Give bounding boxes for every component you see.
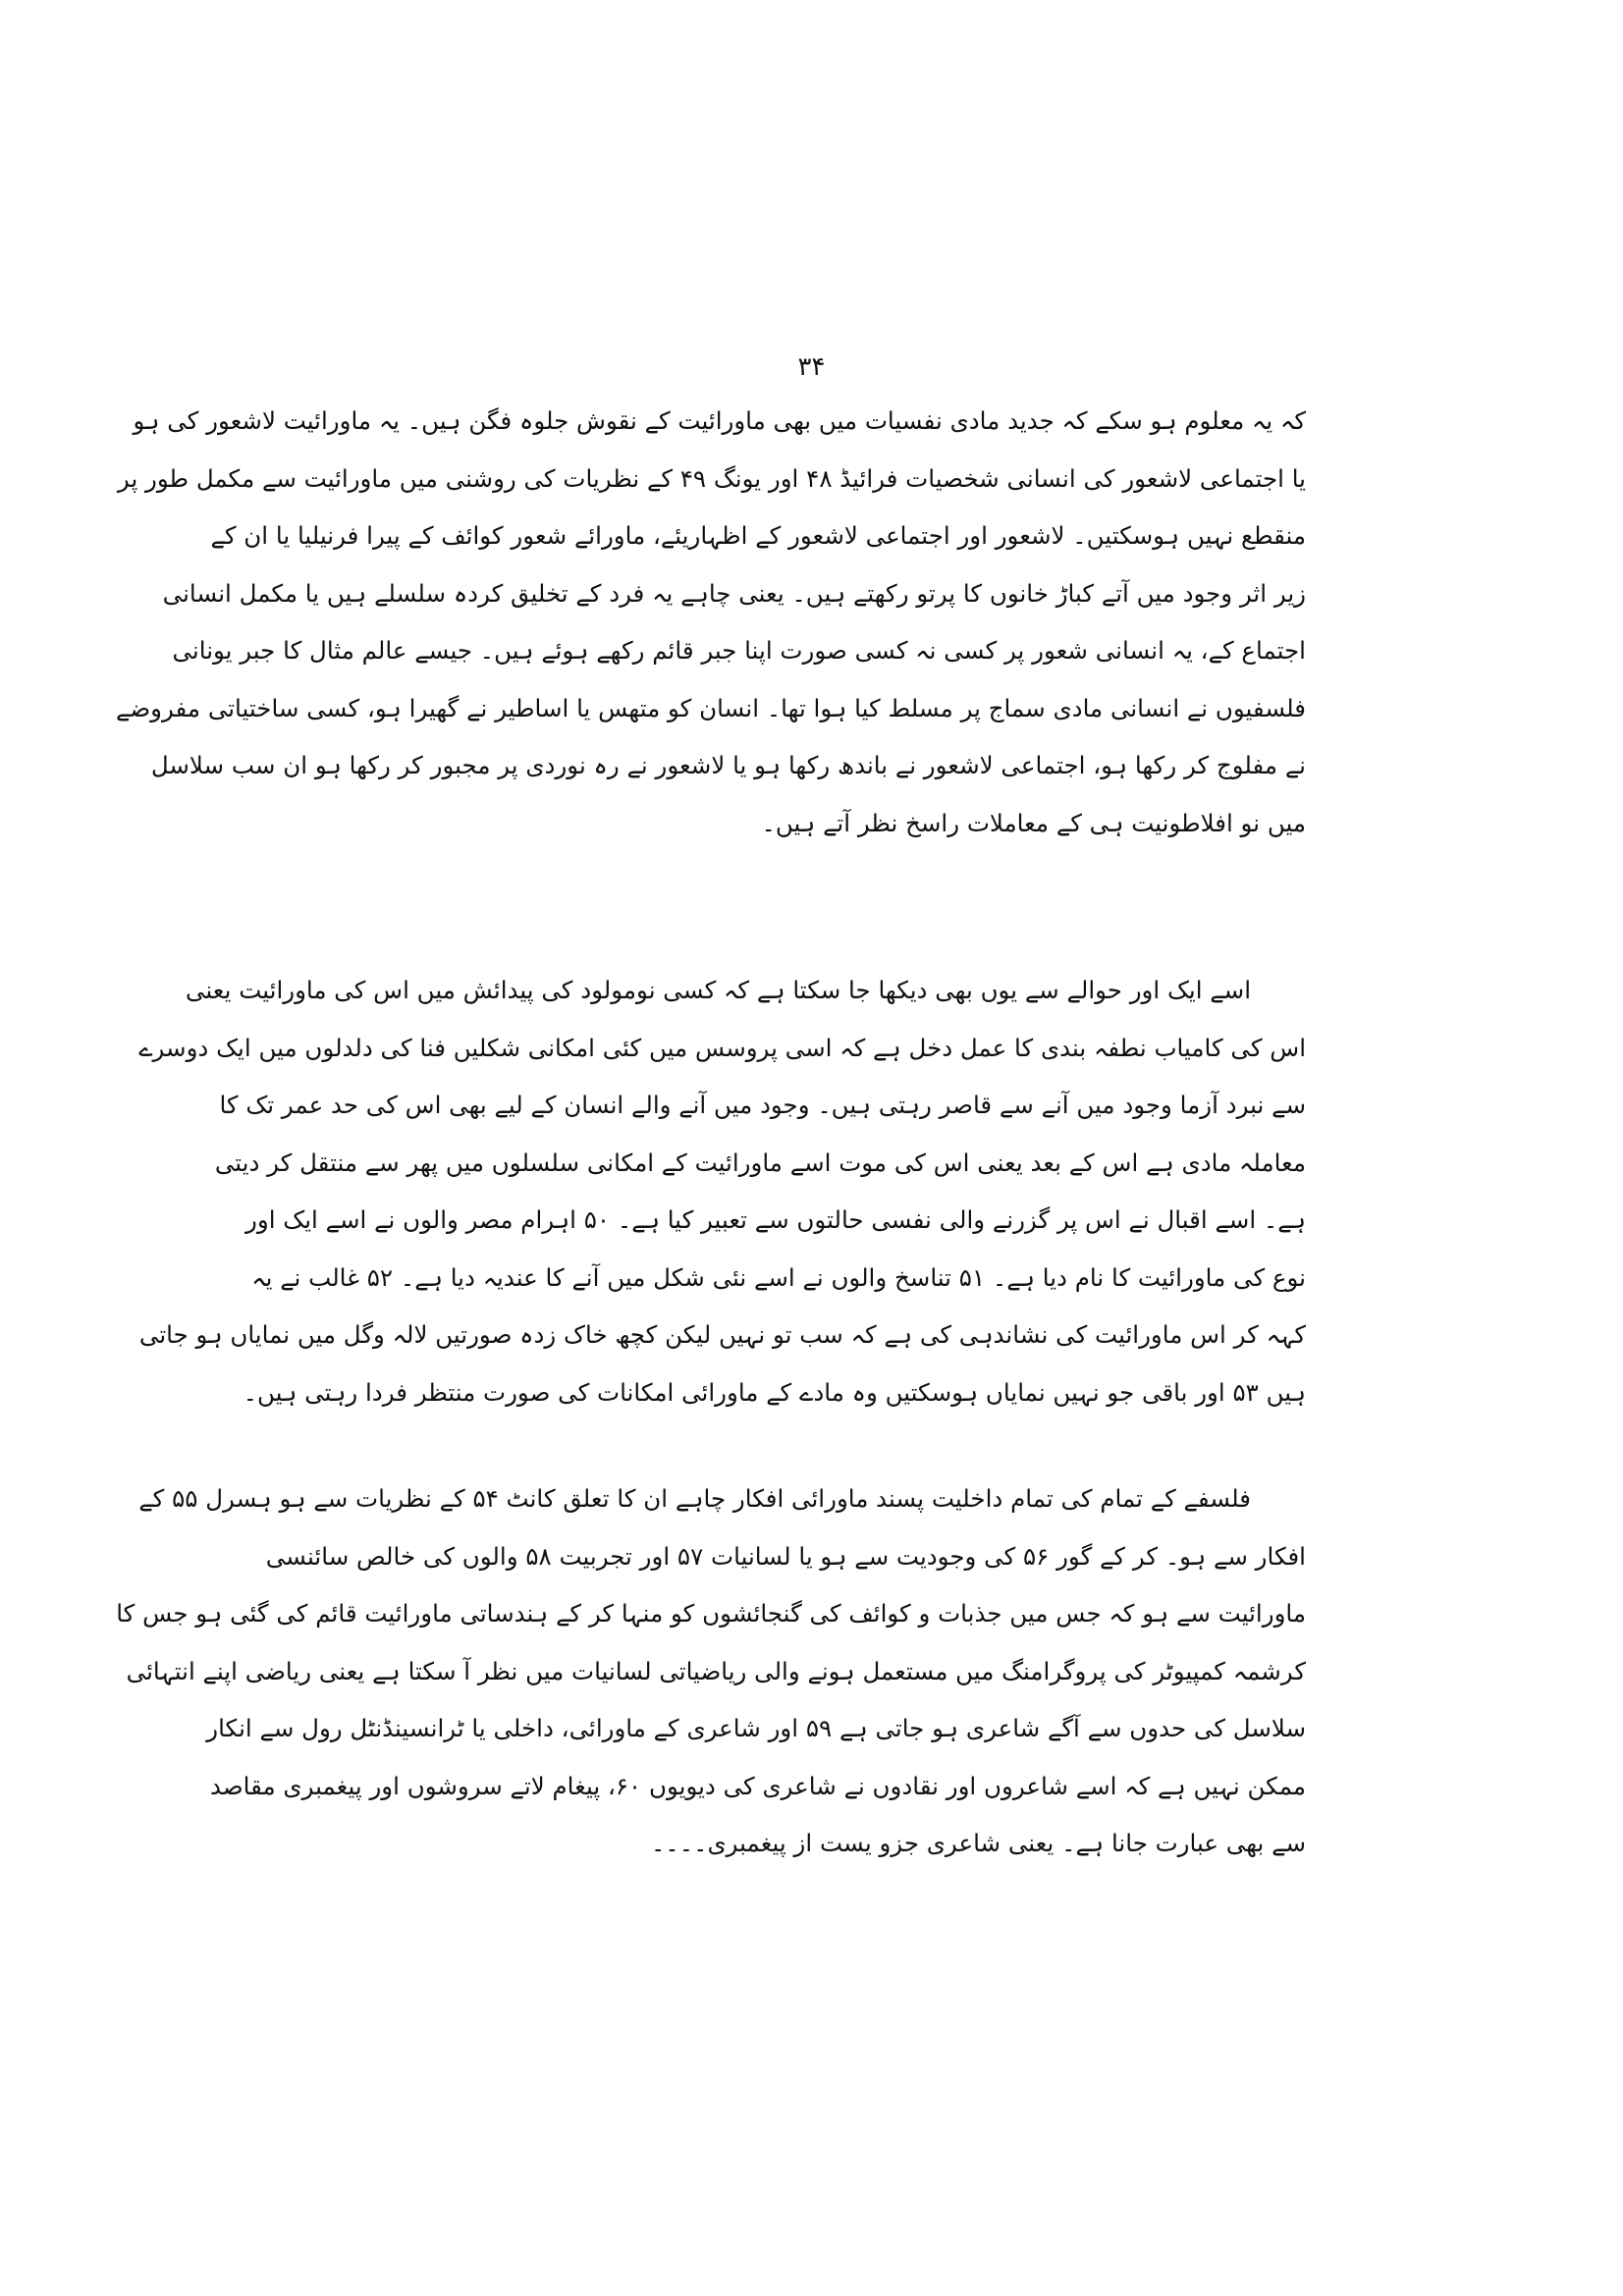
paragraph-3 (116, 1470, 1306, 1873)
paragraph-1-line: کہ یہ معلوم ہو سکے کہ جدید مادی نفسیات میں بھی ماورائیت کے نقوش جلوہ فگن ہیں۔ یہ ماورائیت لاشعور کی ہو (133, 406, 1306, 435)
paragraph-3-line: ممکن نہیں ہے کہ اسے شاعروں اور نقادوں نے شاعری کی دیویوں ۶۰، پیغام لاتے سروشوں اور پیغمبری مقاصد (209, 1771, 1306, 1800)
paragraph-3-line: کرشمہ کمپیوٹر کی پروگرامنگ میں مستعمل ہونے والی ریاضیاتی لسانیات میں نظر آ سکتا ہے یعنی ریاضی اپنے انتہائی (126, 1656, 1306, 1685)
paragraph-1-line: یا اجتماعی لاشعور کی انسانی شخصیات فرائیڈ ۴۸ اور یونگ ۴۹ کے نظریات کی روشنی میں ماورائیت سے مکمل طور پر (117, 463, 1306, 493)
paragraph-1-line: نے مفلوج کر رکھا ہو، اجتماعی لاشعور نے باندھ رکھا ہو یا لاشعور نے رہ نوردی پر مجبور کر رکھا ہو ان سب سلاسل (150, 751, 1306, 779)
paragraph-2-line: ہیں ۵۳ اور باقی جو نہیں نمایاں ہوسکتیں وہ مادے کے ماورائی امکانات کی صورت منتظر فردا رہتی ہیں۔ (243, 1377, 1306, 1407)
paragraph-1-line: میں نو افلاطونیت ہی کے معاملات راسخ نظر آتے ہیں۔ (761, 808, 1306, 837)
paragraph-2-line: اس کی کامیاب نطفہ بندی کا عمل دخل ہے کہ اسی پروسس میں کئی امکانی شکلیں فنا کی دلدلوں میں ایک دوسرے (138, 1033, 1306, 1062)
paragraph-1-line: منقطع نہیں ہوسکتیں۔ لاشعور اور اجتماعی لاشعور کے اظہاریئے، ماورائے شعور کوائف کے پیرا فرنیلیا یا ان کے (210, 521, 1306, 550)
paragraph-3-line: ماورائیت سے ہو کہ جس میں جذبات و کوائف کی گنجائشوں کو منہا کر کے ہندساتی ماورائیت قائم کی گئی ہو جس کا (116, 1599, 1306, 1628)
paragraph-1 (116, 393, 1306, 852)
paragraph-2-line: کہہ کر اس ماورائیت کی نشاندہی کی ہے کہ سب تو نہیں لیکن کچھ خاک زدہ صورتیں لالہ وگل میں نمایاں ہو جاتی (138, 1320, 1306, 1349)
paragraph-2 (138, 962, 1306, 1421)
page-number: ۳۴ (797, 352, 826, 382)
paragraph-3-line: فلسفے کے تمام کی تمام داخلیت پسند ماورائی افکار چاہے ان کا تعلق کانٹ ۵۴ کے نظریات سے ہو ہسرل ۵۵ کے (138, 1484, 1251, 1513)
paragraph-1-line: اجتماع کے، یہ انسانی شعور پر کسی نہ کسی صورت اپنا جبر قائم رکھے ہوئے ہیں۔ جیسے عالم مثال کا جبر یونانی (172, 636, 1306, 665)
paragraph-2-line: سے نبرد آزما وجود میں آنے سے قاصر رہتی ہیں۔ وجود میں آنے والے انسان کے لیے بھی اس کی حد عمر تک کا (219, 1091, 1306, 1119)
paragraph-1-line: زیر اثر وجود میں آتے کباڑ خانوں کا پرتو رکھتے ہیں۔ یعنی چاہے یہ فرد کے تخلیق کردہ سلسلے ہیں یا مکمل انسانی (162, 578, 1306, 608)
paragraph-2-line: معاملہ مادی ہے اس کے بعد یعنی اس کی موت اسے ماورائیت کے امکانی سلسلوں میں پھر سے منتقل کر دیتی (214, 1148, 1306, 1177)
paragraph-2-line: اسے ایک اور حوالے سے یوں بھی دیکھا جا سکتا ہے کہ کسی نومولود کی پیدائش میں اس کی ماورائیت یعنی (185, 976, 1251, 1004)
paragraph-2-line: نوع کی ماورائیت کا نام دیا ہے۔ ۵۱ تناسخ والوں نے اسے نئی شکل میں آنے کا عندیہ دیا ہے۔ ۵۲ غالب نے یہ (251, 1262, 1306, 1292)
paragraph-3-line: سے بھی عبارت جانا ہے۔ یعنی شاعری جزو یست از پیغمبری۔۔۔۔ (651, 1829, 1306, 1857)
paragraph-1-line: فلسفیوں نے انسانی مادی سماج پر مسلط کیا ہوا تھا۔ انسان کو متھس یا اساطیر نے گھیرا ہو، کسی ساختیاتی مفروضے (116, 693, 1306, 722)
paragraph-3-line: افکار سے ہو۔ کر کے گور ۵۶ کی وجودیت سے ہو یا لسانیات ۵۷ اور تجربیت ۵۸ والوں کی خالص سائنسی (265, 1541, 1306, 1571)
paragraph-2-line: ہے۔ اسے اقبال نے اس پر گزرنے والی نفسی حالتوں سے تعبیر کیا ہے۔ ۵۰ اہرام مصر والوں نے اسے ایک اور (245, 1205, 1306, 1234)
paragraph-3-line: سلاسل کی حدوں سے آگے شاعری ہو جاتی ہے ۵۹ اور شاعری کے ماورائی، داخلی یا ٹرانسینڈنٹل رول سے انکار (206, 1714, 1306, 1742)
